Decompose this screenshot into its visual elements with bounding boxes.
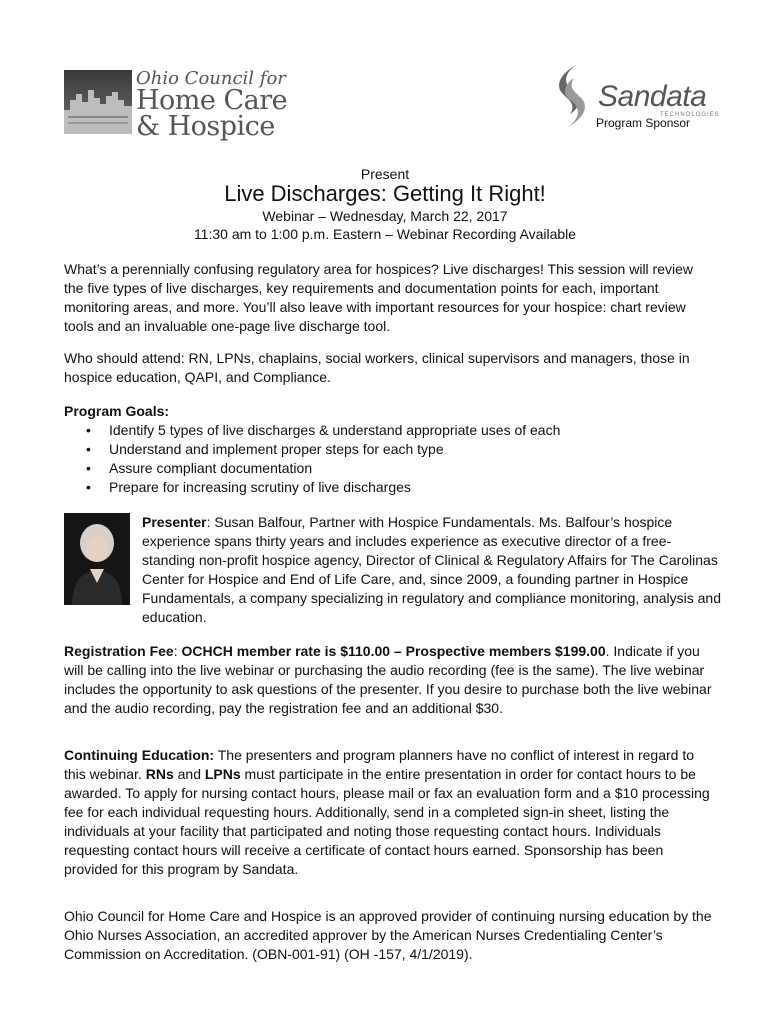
presenter-paragraph [142, 513, 722, 627]
description-paragraph: What’s a perennially confusing regulatory area for hospices? Live discharges! This session will review the five types of live discharges, key requirements and documentation points for each, important monitoring areas, and more. You’ll also leave with important resources for your hospice: chart review tools and an invaluable one-page live discharge tool. [64, 261, 694, 334]
continuing-education-text1: The presenters and program planners have no conflict of interest in regard to this webinar. [64, 747, 694, 782]
program-goals-list [64, 421, 560, 497]
sandata-tagline: TECHNOLOGIES [660, 112, 720, 118]
rns-label: RNs [145, 766, 174, 782]
sandata-swirl-icon [552, 62, 592, 130]
registration-paragraph [64, 642, 714, 718]
registration-rate: OCHCH member rate is $110.00 – Prospective members $199.00 [181, 643, 606, 659]
presenter-bio: : Susan Balfour, Partner with Hospice Fundamentals. Ms. Balfour’s hospice experience spans thirty years and includes experience as executive director of a free-standing non-profit hospice agency, Director of Clinical & Regulatory Affairs for The Carolinas Center for Hospice and End of Life Care, and, since 2009, a founding partner in Hospice Fundamentals, a company specializing in regulatory and compliance monitoring, analysis and education. [142, 514, 721, 625]
skyline-icon [64, 70, 132, 134]
webinar-time: 11:30 am to 1:00 p.m. Eastern – Webinar Recording Available [193, 226, 577, 242]
ochch-logo-line2: Home Care [136, 85, 288, 116]
list-item: • Prepare for increasing scrutiny of live discharges [64, 478, 560, 497]
presenter-label: Presenter [142, 514, 207, 530]
sandata-name: Sandata [598, 80, 707, 113]
program-sponsor-label: Program Sponsor [596, 116, 691, 130]
presenter-photo [64, 513, 130, 605]
list-item: • Assure compliant documentation [64, 459, 560, 478]
program-goals-heading: Program Goals: [64, 403, 170, 419]
and-text: and [173, 766, 205, 782]
webinar-date: Webinar – Wednesday, March 22, 2017 [262, 208, 508, 224]
list-item: • Identify 5 types of live discharges & understand appropriate uses of each [64, 421, 560, 440]
ochch-logo-line1: Ohio Council for [136, 68, 286, 89]
audience-paragraph: Who should attend: RN, LPNs, chaplains, social workers, clinical supervisors and managers, those in hospice education, QAPI, and Compliance. [64, 350, 690, 385]
present-label: Present [360, 166, 410, 182]
registration-text: . Indicate if you will be calling into the live webinar or purchasing the audio recording (fee is the same). The live webinar includes the opportunity to ask questions of the presenter. If you desire to purchase both the live webinar and the audio recording, pay the registration fee and an additional $30. [64, 643, 712, 716]
list-item: • Understand and implement proper steps for each type [64, 440, 560, 459]
ochch-logo [64, 66, 288, 144]
continuing-education-paragraph [64, 746, 714, 879]
lpns-label: LPNs [204, 766, 241, 782]
ochch-logo-line3: & Hospice [136, 111, 275, 142]
continuing-education-text2: must participate in the entire presentation in order for contact hours to be awarded. To apply for nursing contact hours, please mail or fax an evaluation form and a $10 processing fee for each individual requesting hours. Additionally, send in a completed sign-in sheet, listing the individuals at your facility that participated and noting those requesting contact hours. Individuals requesting contact hours will receive a certificate of contact hours earned. Sponsorship has been provided for this program by Sandata. [64, 766, 710, 877]
continuing-education-label: Continuing Education: [64, 747, 215, 763]
registration-label: Registration Fee [64, 643, 174, 659]
registration-colon: : [173, 643, 182, 659]
provider-paragraph: Ohio Council for Home Care and Hospice is an approved provider of continuing nursing education by the Ohio Nurses Association, an accredited approver by the American Nurses Credentialing Center’s Commission on Accreditation. (OBN-001-91) (OH -157, 4/1/2019). [64, 908, 712, 962]
webinar-title: Live Discharges: Getting It Right! [224, 181, 546, 206]
